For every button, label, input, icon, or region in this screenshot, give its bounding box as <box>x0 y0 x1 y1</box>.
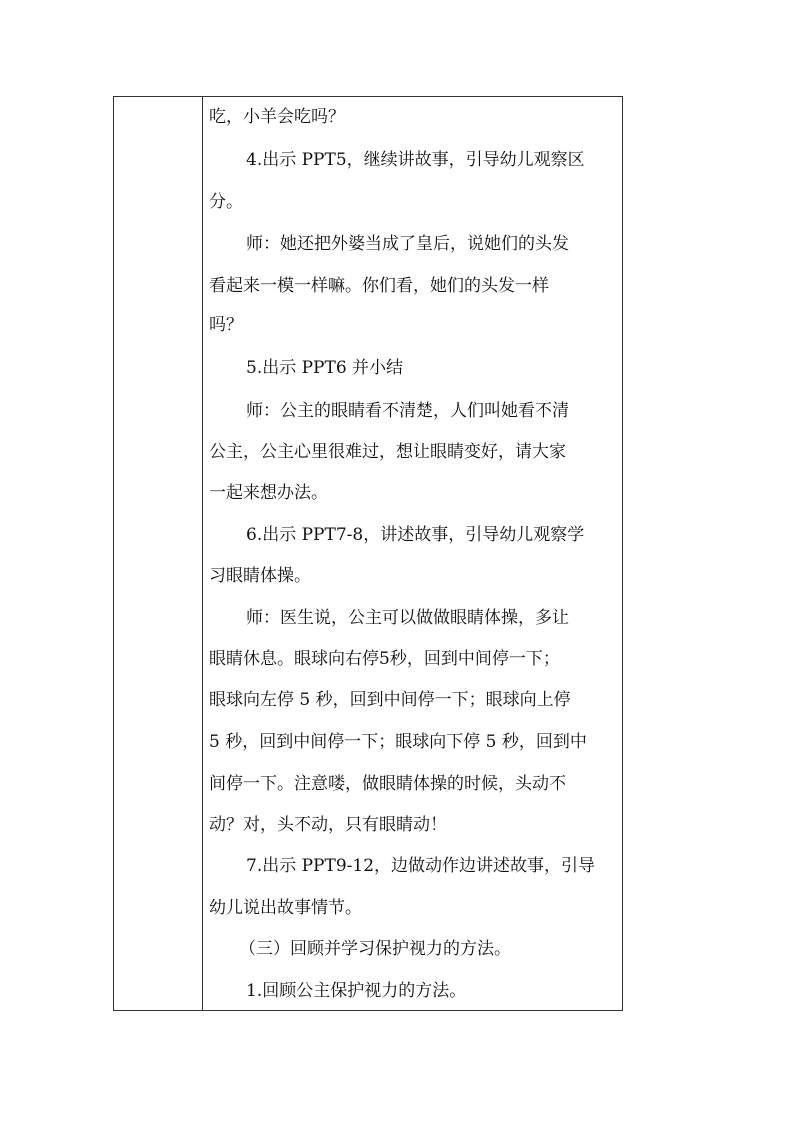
text-line-20: 幼儿说出故事情节。 <box>209 898 362 918</box>
text-line-5: 看起来一模一样嘛。你们看，她们的头发一样 <box>209 276 549 296</box>
text-line-12: 习眼睛体操。 <box>209 566 311 586</box>
section-heading: （三）回顾并学习保护视力的方法。 <box>239 939 511 959</box>
text-line-4: 师：她还把外婆当成了皇后，说她们的头发 <box>246 234 569 254</box>
text-line-1: 吃，小羊会吃吗？ <box>209 107 345 127</box>
text-line-6: 吗？ <box>209 315 243 335</box>
text-line-11: 6.出示 PPT7-8，讲述故事，引导幼儿观察学 <box>246 525 585 545</box>
text-line-3: 分。 <box>209 192 243 212</box>
text-line-18: 动？对，头不动，只有眼睛动！ <box>209 815 447 835</box>
text-line-9: 公主，公主心里很难过，想让眼睛变好，请大家 <box>209 442 566 462</box>
text-line-2: 4.出示 PPT5，继续讲故事，引导幼儿观察区 <box>246 150 585 170</box>
text-line-8: 师：公主的眼睛看不清楚，人们叫她看不清 <box>246 401 569 421</box>
lesson-table <box>113 96 623 1011</box>
text-line-10: 一起来想办法。 <box>209 483 328 503</box>
text-line-16: 5 秒，回到中间停一下；眼球向下停 5 秒，回到中 <box>209 732 587 752</box>
label-column-cell <box>114 97 203 1010</box>
text-line-13: 师：医生说，公主可以做做眼睛体操，多让 <box>246 608 569 628</box>
text-line-15: 眼球向左停 5 秒，回到中间停一下；眼球向上停 <box>209 690 571 710</box>
text-line-14: 眼睛休息。眼球向右停5秒，回到中间停一下； <box>209 649 560 669</box>
content-column-cell <box>203 97 622 1010</box>
text-line-17: 间停一下。注意喽，做眼睛体操的时候，头动不 <box>209 774 566 794</box>
text-line-22: 1.回顾公主保护视力的方法。 <box>246 981 467 1001</box>
text-line-19: 7.出示 PPT9-12，边做动作边讲述故事，引导 <box>246 856 596 876</box>
text-line-7: 5.出示 PPT6 并小结 <box>246 358 404 378</box>
